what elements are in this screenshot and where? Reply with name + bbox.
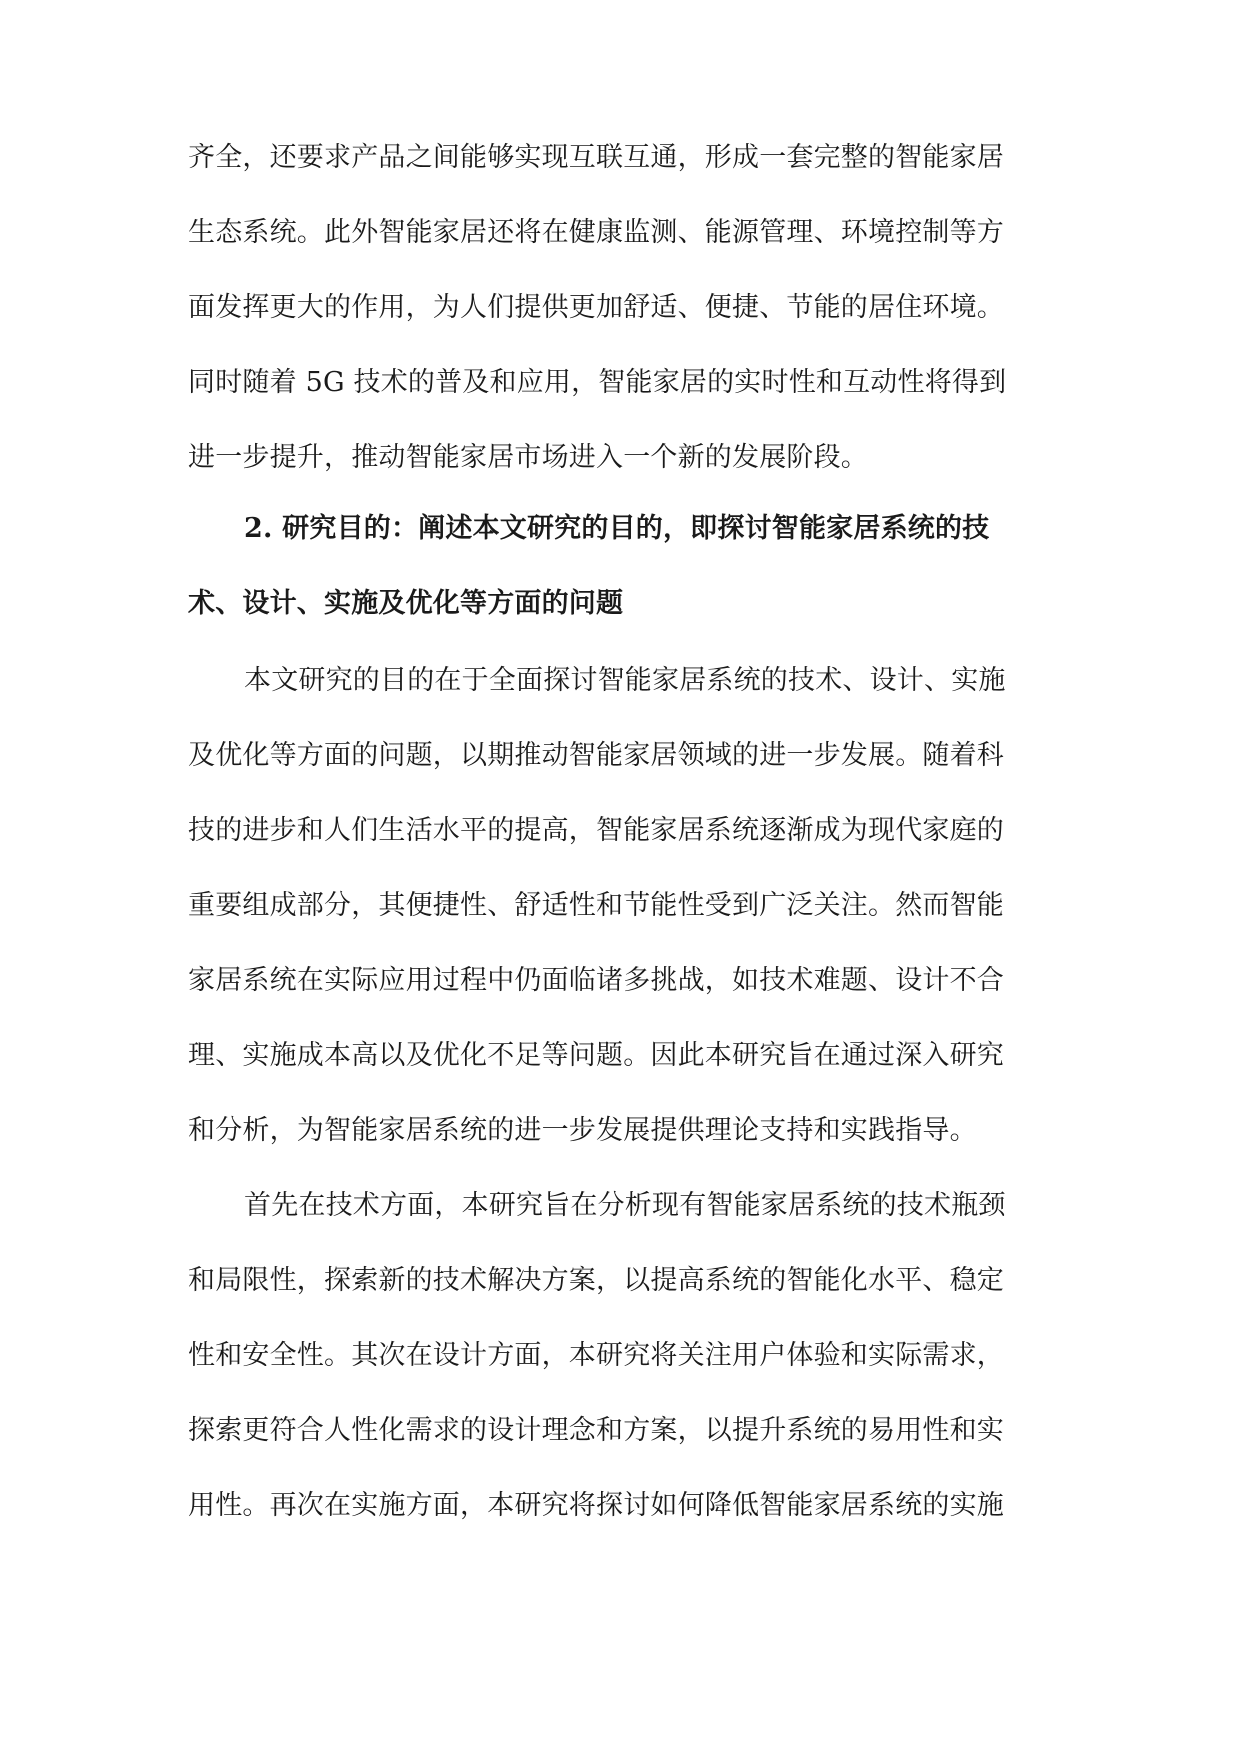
text-line: 和局限性，探索新的技术解决方案，以提高系统的智能化水平、稳定 — [188, 1265, 1004, 1296]
text-line: 面发挥更大的作用，为人们提供更加舒适、便捷、节能的居住环境。 — [188, 292, 1004, 323]
text-line: 探索更符合人性化需求的设计理念和方案，以提升系统的易用性和实 — [188, 1415, 1004, 1446]
text-line: 本文研究的目的在于全面探讨智能家居系统的技术、设计、实施 — [244, 665, 1006, 696]
text-line: 进一步提升，推动智能家居市场进入一个新的发展阶段。 — [188, 442, 868, 473]
text-line: 生态系统。此外智能家居还将在健康监测、能源管理、环境控制等方 — [188, 217, 1004, 248]
text-line: 首先在技术方面，本研究旨在分析现有智能家居系统的技术瓶颈 — [244, 1190, 1006, 1221]
text-line: 技的进步和人们生活水平的提高，智能家居系统逐渐成为现代家庭的 — [188, 815, 1004, 846]
text-line: 家居系统在实际应用过程中仍面临诸多挑战，如技术难题、设计不合 — [188, 965, 1004, 996]
text-line: 重要组成部分，其便捷性、舒适性和节能性受到广泛关注。然而智能 — [188, 890, 1004, 921]
paragraph-continued — [188, 120, 1058, 495]
text-line: 用性。再次在实施方面，本研究将探讨如何降低智能家居系统的实施 — [188, 1490, 1004, 1521]
text-line: 同时随着 5G 技术的普及和应用，智能家居的实时性和互动性将得到 — [188, 367, 1007, 398]
text-line: 理、实施成本高以及优化不足等问题。因此本研究旨在通过深入研究 — [188, 1040, 1004, 1071]
text-line: 和分析，为智能家居系统的进一步发展提供理论支持和实践指导。 — [188, 1115, 977, 1146]
text-line: 齐全，还要求产品之间能够实现互联互通，形成一套完整的智能家居 — [188, 142, 1004, 173]
text-line: 及优化等方面的问题，以期推动智能家居领域的进一步发展。随着科 — [188, 740, 1004, 771]
text-line: 性和安全性。其次在设计方面，本研究将关注用户体验和实际需求， — [188, 1340, 1004, 1371]
heading-line: 术、设计、实施及优化等方面的问题 — [188, 588, 624, 619]
paragraph-purpose — [188, 643, 1058, 1168]
heading-line: 2. 研究目的：阐述本文研究的目的，即探讨智能家居系统的技 — [244, 513, 990, 544]
paragraph-aspects — [188, 1168, 1058, 1543]
section-heading — [188, 491, 1058, 641]
